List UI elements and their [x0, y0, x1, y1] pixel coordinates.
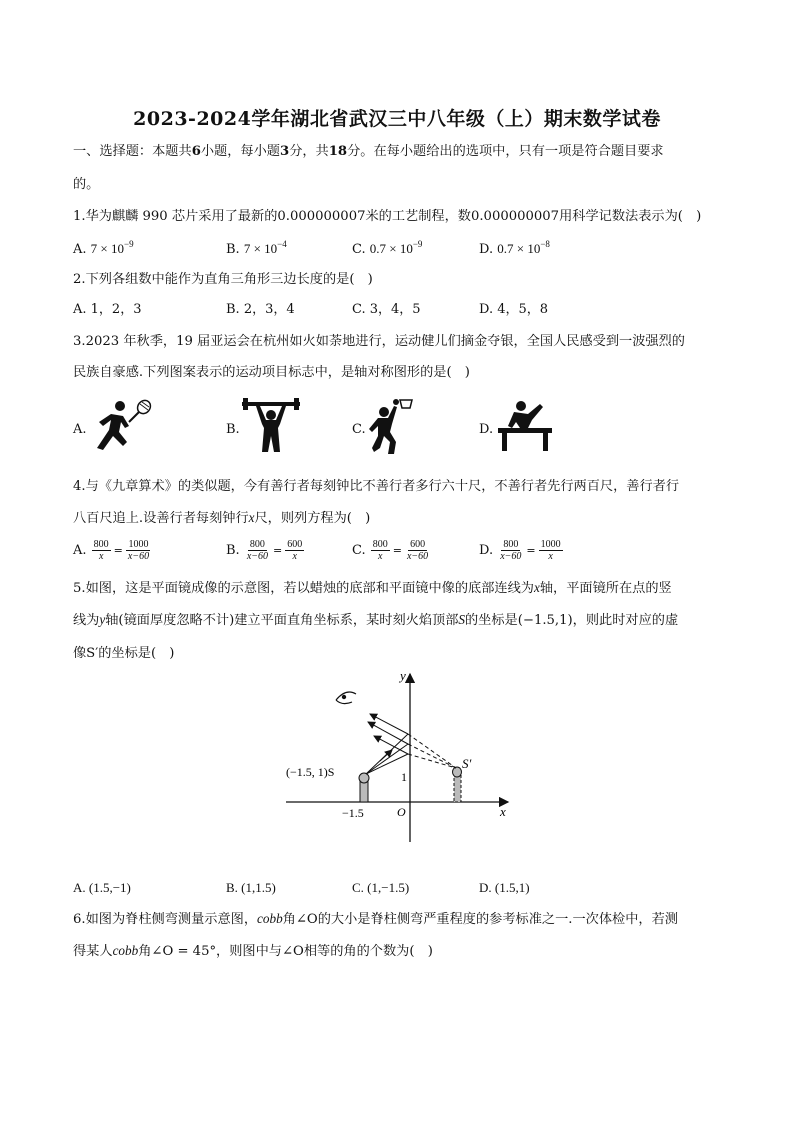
denominator: x	[98, 551, 104, 562]
question-text: 的坐标是(−1.5,1)，则此时对应的虚	[465, 613, 679, 628]
cobb-term: cobb	[257, 911, 283, 926]
denominator: x	[378, 551, 383, 562]
question-2-text: 2.下列各组数中能作为直角三角形三边长度的是( )	[73, 272, 373, 287]
q3-option-d[interactable]: D.	[479, 422, 494, 437]
question-4-line2	[73, 509, 370, 528]
q1-option-c[interactable]	[352, 240, 422, 259]
fraction-right	[405, 539, 430, 562]
option-label: A.	[73, 543, 87, 558]
section-heading	[73, 143, 664, 161]
virtual-ray	[408, 734, 456, 768]
question-3-line2: 民族自豪感.下列图案表示的运动项目标志中，是轴对称图形的是( )	[73, 365, 470, 380]
page-title: 2023-2024学年湖北省武汉三中八年级（上）期末数学试卷	[133, 108, 661, 130]
cobb-term: cobb	[112, 943, 139, 958]
point-s: S	[458, 612, 465, 627]
q5-option-a[interactable]: A. (1.5,−1)	[73, 880, 131, 895]
q3-option-c[interactable]: C.	[352, 422, 366, 437]
option-base: 0.7 × 10	[497, 241, 541, 256]
q2-option-b[interactable]: B. 2，3，4	[226, 302, 295, 317]
variable-x: x	[248, 510, 255, 525]
q3-option-b[interactable]: B.	[226, 422, 240, 437]
variable-y: y	[99, 612, 106, 627]
question-1-text: 1.华为麒麟 990 芯片采用了最新的0.000000007米的工艺制程，数0.000000007用科学记数法表示为( )	[73, 209, 702, 224]
mirror-diagram	[280, 664, 520, 846]
numerator: 800	[93, 539, 109, 550]
question-text: 得某人	[73, 944, 113, 959]
question-5-line3: 像S′的坐标是( )	[73, 646, 175, 661]
option-label: B.	[226, 242, 244, 257]
question-text: 八百尺追上.设善行者每刻钟行	[73, 511, 249, 526]
basketball-icon	[366, 396, 418, 456]
q4-option-b[interactable]: B. $\frac{800}{x-60}$ = $\frac{600}{x}$	[226, 539, 303, 562]
fraction-right	[126, 539, 151, 562]
denominator: x−60	[127, 551, 150, 562]
question-5-line2	[73, 611, 678, 630]
numerator: 1000	[540, 539, 561, 550]
denominator: x	[548, 551, 553, 562]
q5-option-b[interactable]: B. (1,1.5)	[226, 880, 276, 895]
section-heading-text: 分。在每小题给出的选项中，只有一项是符合题目要求	[347, 144, 664, 159]
numerator: 1000	[128, 539, 149, 550]
label-point-s: (−1.5, 1)S	[286, 765, 335, 779]
option-label: A.	[73, 242, 91, 257]
question-text: 角∠O = 45°，则图中与∠O相等的角的个数为( )	[138, 944, 433, 959]
option-label: B.	[226, 543, 240, 558]
q5-option-c[interactable]: C. (1,−1.5)	[352, 880, 410, 895]
q4-option-c[interactable]: C. $\frac{800}{x}$ = $\frac{600}{x-60}$	[352, 539, 429, 562]
q1-option-a[interactable]	[73, 240, 134, 259]
question-text: 轴，平面镜所在点的竖	[539, 581, 672, 596]
numerator: 600	[287, 539, 303, 550]
label-tick-y: 1	[401, 770, 407, 784]
candle-flame	[359, 773, 369, 783]
reflected-ray	[368, 722, 408, 744]
q1-option-b[interactable]	[226, 240, 287, 259]
question-6-line2	[73, 942, 433, 961]
label-x-axis: x	[500, 804, 506, 819]
fraction-right	[285, 539, 304, 562]
question-3-line1: 3.2023 年秋季，19 届亚运会在杭州如火如荼地进行，运动健儿们摘金夺银，全国人民感受到一波强烈的	[73, 334, 685, 349]
question-4-line1: 4.与《九章算术》的类似题，今有善行者每刻钟比不善行者多行六十尺，不善行者先行两百尺，善行者行	[73, 479, 680, 494]
option-base: 0.7 × 10	[369, 241, 413, 256]
option-exponent: −8	[540, 239, 550, 249]
q1-option-d[interactable]	[479, 240, 550, 259]
question-text: 线为	[73, 613, 100, 628]
fraction-left	[92, 539, 111, 562]
section-heading-text: 分，共	[289, 144, 329, 159]
fraction-right	[539, 539, 563, 562]
option-exponent: −9	[412, 239, 423, 249]
numerator: 600	[410, 539, 426, 550]
mirror-image-flame	[453, 767, 462, 777]
denominator: x−60	[500, 551, 522, 562]
weightlifting-icon	[240, 398, 302, 454]
question-6-line1	[73, 910, 678, 929]
question-text: 轴(镜面厚度忽略不计)建立平面直角坐标系，某时刻火焰顶部	[105, 613, 459, 628]
section-count: 6	[191, 144, 201, 159]
reflected-ray	[370, 714, 408, 734]
option-exponent: −9	[124, 239, 134, 249]
question-text: 5.如图，这是平面镜成像的示意图，若以蜡烛的底部和平面镜中像的底部连线为	[73, 581, 534, 596]
section-heading-text: 一、选择题：本题共	[73, 144, 192, 159]
variable-x: x	[533, 580, 540, 595]
fraction-left	[371, 539, 390, 562]
numerator: 800	[372, 539, 388, 550]
question-5-line1	[73, 579, 672, 598]
label-y-axis: y	[400, 668, 406, 683]
label-origin: O	[397, 805, 406, 819]
eye-lower-lid	[336, 700, 352, 704]
q4-option-d[interactable]: D. $\frac{800}{x-60}$ = $\frac{1000}{x}$	[479, 539, 561, 562]
option-label: D.	[479, 242, 498, 257]
denominator: x−60	[406, 551, 429, 562]
q3-option-a[interactable]: A.	[73, 422, 87, 437]
virtual-ray	[408, 754, 456, 768]
option-base: 7 × 10	[243, 241, 278, 256]
q5-option-d[interactable]: D. (1.5,1)	[479, 880, 530, 895]
q4-option-a[interactable]: A. $\frac{800}{x}$ = $\frac{1000}{x-60}$	[73, 539, 150, 562]
section-heading-line2: 的。	[73, 177, 100, 192]
section-heading-text: 小题，每小题	[200, 144, 280, 159]
fraction-left	[498, 539, 523, 562]
numerator: 800	[503, 539, 519, 550]
badminton-icon	[89, 398, 155, 454]
denominator: x	[292, 551, 297, 562]
eye-icon	[336, 692, 356, 700]
label-tick-x: −1.5	[342, 806, 364, 820]
question-text: 6.如图为脊柱侧弯测量示意图，	[73, 912, 258, 927]
fraction-left	[245, 539, 270, 562]
numerator: 800	[249, 539, 265, 550]
q2-option-a[interactable]: A. 1，2，3	[73, 302, 142, 317]
option-label: C.	[352, 242, 370, 257]
question-text: 角∠O的大小是脊柱侧弯严重程度的参考标准之一.一次体检中，若测	[282, 912, 678, 927]
eye-pupil	[342, 695, 346, 699]
label-point-s-prime: S′	[462, 756, 472, 771]
option-exponent: −4	[277, 239, 287, 249]
section-points-each: 3	[280, 144, 290, 159]
question-text: 尺，则列方程为( )	[254, 511, 371, 526]
q2-option-d[interactable]: D. 4，5，8	[479, 302, 549, 317]
option-label: D.	[479, 543, 494, 558]
q2-option-c[interactable]: C. 3，4，5	[352, 302, 421, 317]
gymnastics-icon	[494, 398, 556, 454]
option-base: 7 × 10	[90, 241, 124, 256]
section-points-total: 18	[328, 144, 348, 159]
option-label: C.	[352, 543, 366, 558]
denominator: x−60	[246, 551, 269, 562]
